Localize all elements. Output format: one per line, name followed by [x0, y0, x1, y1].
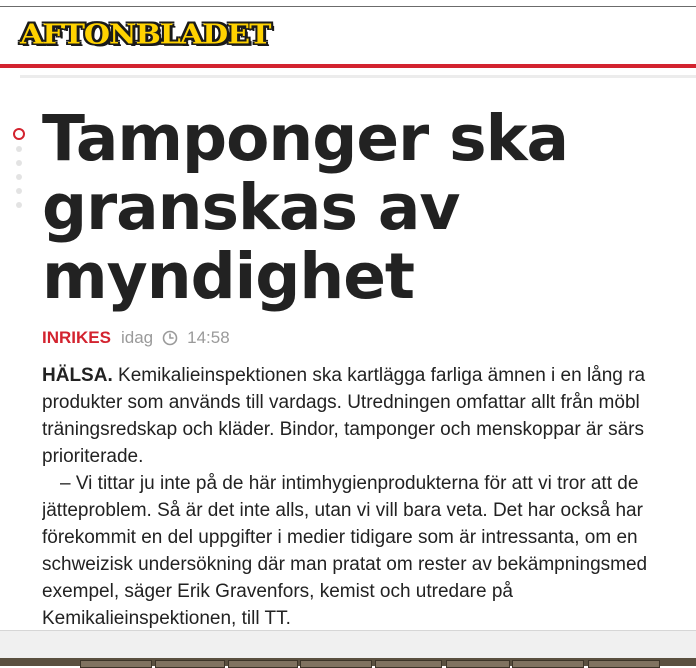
- body-line: HÄLSA. Kemikalieinspektionen ska kartlägga farliga ämnen i en lång ra: [42, 365, 646, 386]
- article-meta: [42, 327, 230, 349]
- body-line: förekommit en del uppgifter i medier tidigare som är intressanta, om en: [42, 527, 638, 548]
- taskbar-button[interactable]: [300, 660, 372, 668]
- body-line: exempel, säger Erik Gravenfors, kemist och utredare på: [42, 581, 513, 602]
- taskbar-button[interactable]: [155, 660, 225, 668]
- nav-dot[interactable]: [16, 174, 22, 180]
- clock-icon: [162, 330, 178, 346]
- taskbar-button[interactable]: [446, 660, 510, 668]
- header-red-divider: [0, 64, 696, 68]
- paragraph-1: [42, 362, 696, 470]
- body-line: prioriterade.: [42, 446, 144, 467]
- body-line: produkter som används till vardags. Utredningen omfattar allt från möbl: [42, 392, 640, 413]
- taskbar-button[interactable]: [512, 660, 584, 668]
- taskbar-button[interactable]: [80, 660, 152, 668]
- window-top-border: [0, 0, 696, 7]
- publish-time: 14:58: [187, 328, 230, 347]
- nav-dot[interactable]: [16, 202, 22, 208]
- body-line: – Vi tittar ju inte på de här intimhygienprodukterna för att vi tror att de: [60, 473, 639, 494]
- headline-line: granskas av: [42, 171, 460, 244]
- nav-dot[interactable]: [16, 188, 22, 194]
- taskbar-button[interactable]: [228, 660, 298, 668]
- body-line: Kemikalieinspektionen, till TT.: [42, 608, 291, 629]
- paragraph-2: [42, 470, 696, 630]
- aftonbladet-logo[interactable]: AFTONBLADET: [20, 19, 271, 51]
- section-link[interactable]: INRIKES: [42, 328, 111, 347]
- headline-line: Tamponger ska: [42, 102, 568, 175]
- body-line: schweizisk undersökning där man pratat om rester av bekämpningsmed: [42, 554, 648, 575]
- body-line: träningsredskap och kläder. Bindor, tamponger och menskoppar är särs: [42, 419, 644, 440]
- article-body: [42, 362, 696, 630]
- nav-dot[interactable]: [16, 146, 22, 152]
- browser-bottom-bar: [0, 630, 696, 659]
- kicker: HÄLSA.: [42, 365, 113, 386]
- headline-line: myndighet: [42, 240, 415, 313]
- nav-dot-active[interactable]: [13, 128, 25, 140]
- article-headline: [42, 104, 696, 311]
- body-line: jätteproblem. Så är det inte alls, utan vi vill bara veta. Det har också har: [42, 500, 643, 521]
- publish-date: idag: [120, 328, 154, 347]
- nav-dot[interactable]: [16, 160, 22, 166]
- article-nav-dots[interactable]: [13, 128, 25, 216]
- header-sub-divider: [20, 75, 696, 78]
- taskbar-button[interactable]: [375, 660, 442, 668]
- taskbar-button[interactable]: [588, 660, 660, 668]
- site-header: [0, 7, 696, 65]
